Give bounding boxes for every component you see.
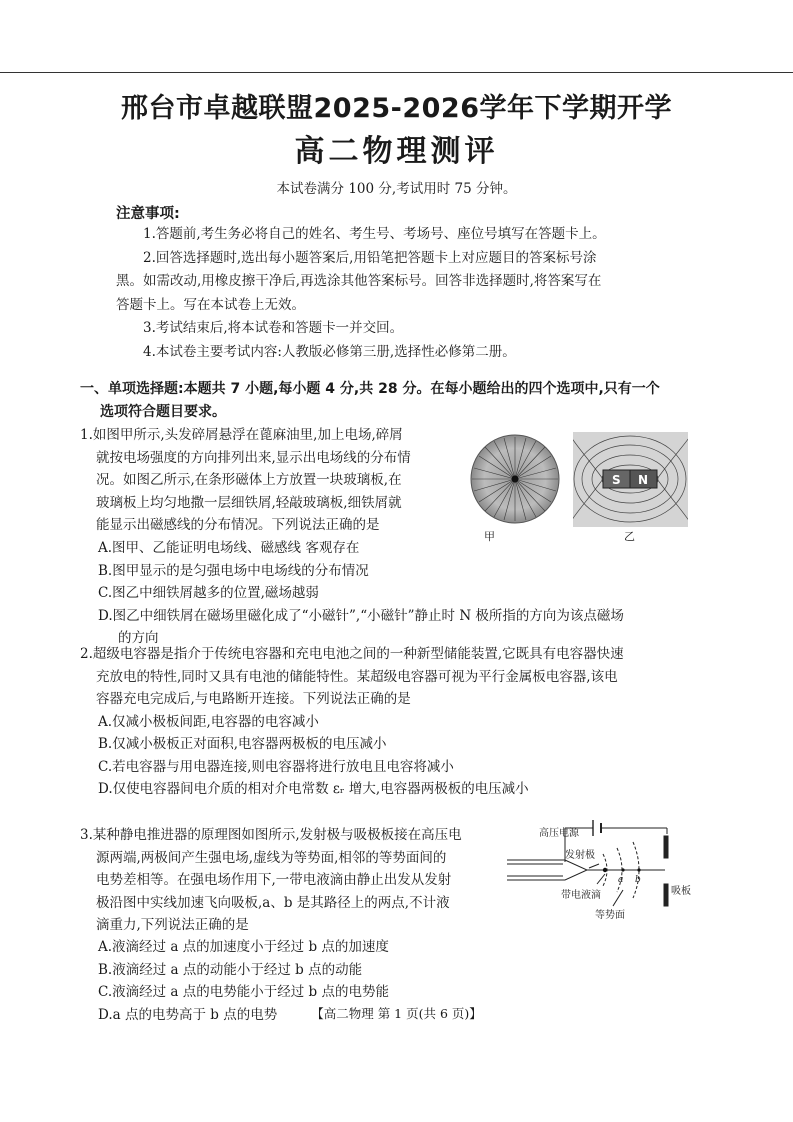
q2-stem-line: 2.超级电容器是指介于传统电容器和充电电池之间的一种新型储能装置,它既具有电容器快速 [80, 646, 624, 662]
q3-stem-line: 源两端,两极间产生强电场,虚线为等势面,相邻的等势面间的 [96, 849, 447, 866]
exam-title-line1: 邢台市卓越联盟2025-2026学年下学期开学 [121, 93, 672, 124]
q3-option-c: C.液滴经过 a 点的电势能小于经过 b 点的电势能 [98, 984, 389, 1000]
q3-stem-line: 滴重力,下列说法正确的是 [96, 917, 249, 933]
q3-option-b: B.液滴经过 a 点的动能小于经过 b 点的动能 [98, 961, 363, 978]
page-footer: 【高二物理 第 1 页(共 6 页)】 [311, 1006, 482, 1021]
figure-yi-magnetic-field [573, 432, 688, 527]
section-heading [80, 378, 720, 424]
q1-option-a: A.图甲、乙能证明电场线、磁感线 客观存在 [98, 540, 360, 556]
section-heading-line1: 一、单项选择题:本题共 7 小题,每小题 4 分,共 28 分。在每小题给出的四个选项中,只有一个 [80, 381, 660, 397]
figure-jia-label: 甲 [484, 530, 495, 543]
point-a-label: a [618, 875, 624, 885]
notice-item: 3.考试结束后,将本试卷和答题卡一并交回。 [143, 320, 404, 336]
q2-stem-line: 容器充电完成后,与电路断开连接。下列说法正确的是 [96, 691, 411, 707]
q1-option-c: C.图乙中细铁屑越多的位置,磁场越弱 [98, 585, 319, 601]
q1-option-d-cont: 的方向 [118, 630, 159, 646]
emitter-label: 发射极 [565, 850, 595, 861]
q1-option-d: D.图乙中细铁屑在磁场里磁化成了“小磁针”,“小磁针”静止时 N 极所指的方向为该点磁场 [98, 607, 624, 624]
question-1-options [80, 537, 720, 650]
q1-stem-line: 玻璃板上均匀地撒一层细铁屑,轻敲玻璃板,细铁屑就 [96, 494, 402, 511]
q3-stem-line: 电势差相等。在强电场作用下,一带电液滴由静止出发从发射 [96, 872, 452, 888]
q3-stem-line: 极沿图中实线加速飞向吸板,a、b 是其路径上的两点,不计液 [96, 894, 450, 911]
q2-option-d: D.仅使电容器间电介质的相对介电常数 εᵣ 增大,电容器两极板的电压减小 [98, 781, 529, 797]
q1-stem-line: 况。如图乙所示,在条形磁体上方放置一块玻璃板,在 [96, 472, 402, 488]
absorber-label: 吸板 [671, 886, 691, 897]
figure-electrostatic-thruster [505, 820, 705, 925]
exam-note: 本试卷满分 100 分,考试用时 75 分钟。 [276, 181, 517, 197]
question-2 [80, 643, 720, 801]
q2-option-b: B.仅减小极板正对面积,电容器两极板的电压减小 [98, 736, 387, 752]
q2-option-a: A.仅减小极板间距,电容器的电容减小 [98, 713, 319, 730]
point-b-label: b [635, 875, 641, 885]
q2-stem-line: 充放电的特性,同时又具有电池的储能特性。某超级电容器可视为平行金属板电容器,该电 [96, 668, 618, 685]
notice-item: 答题卡上。写在本试卷上无效。 [116, 296, 305, 313]
magnet-s-label: S [612, 473, 621, 487]
figure-yi-label: 乙 [624, 530, 635, 543]
q3-option-d: D.a 点的电势高于 b 点的电势 [98, 1006, 278, 1023]
section-heading-line2: 选项符合题目要求。 [100, 404, 226, 420]
notice-heading: 注意事项: [116, 206, 180, 222]
question-3-stem [80, 824, 510, 937]
figure-jia-electric-field [460, 432, 570, 527]
droplet-label: 带电液滴 [561, 890, 601, 901]
q1-option-b: B.图甲显示的是匀强电场中电场线的分布情况 [98, 562, 369, 579]
notice-item: 黑。如需改动,用橡皮擦干净后,再选涂其他答案标号。回答非选择题时,将答案写在 [116, 273, 602, 289]
notice-item: 1.答题前,考生务必将自己的姓名、考生号、考场号、座位号填写在答题卡上。 [143, 226, 606, 242]
q1-stem-line: 能显示出磁感线的分布情况。下列说法正确的是 [96, 517, 380, 533]
question-1-stem [80, 424, 460, 537]
q3-stem-line: 3.某种静电推进器的原理图如图所示,发射极与吸极板接在高压电 [80, 827, 462, 843]
q1-stem-line: 就按电场强度的方向排列出来,显示出电场线的分布情 [96, 449, 411, 466]
magnet-n-label: N [638, 473, 649, 487]
top-rule [0, 72, 793, 73]
q2-option-c: C.若电容器与用电器连接,则电容器将进行放电且电容将减小 [98, 758, 454, 775]
q3-option-a: A.液滴经过 a 点的加速度小于经过 b 点的加速度 [98, 939, 389, 955]
notice-body [116, 223, 676, 364]
exam-title-line2: 高二物理测评 [294, 134, 499, 169]
notice-item: 2.回答选择题时,选出每小题答案后,用铅笔把答题卡上对应题目的答案标号涂 [143, 249, 597, 266]
q1-stem-line: 1.如图甲所示,头发碎屑悬浮在蓖麻油里,加上电场,碎屑 [80, 427, 403, 443]
power-supply-label: 高压电源 [539, 828, 579, 839]
notice-item: 4.本试卷主要考试内容:人教版必修第三册,选择性必修第二册。 [143, 343, 516, 360]
equipotential-label: 等势面 [595, 910, 625, 921]
